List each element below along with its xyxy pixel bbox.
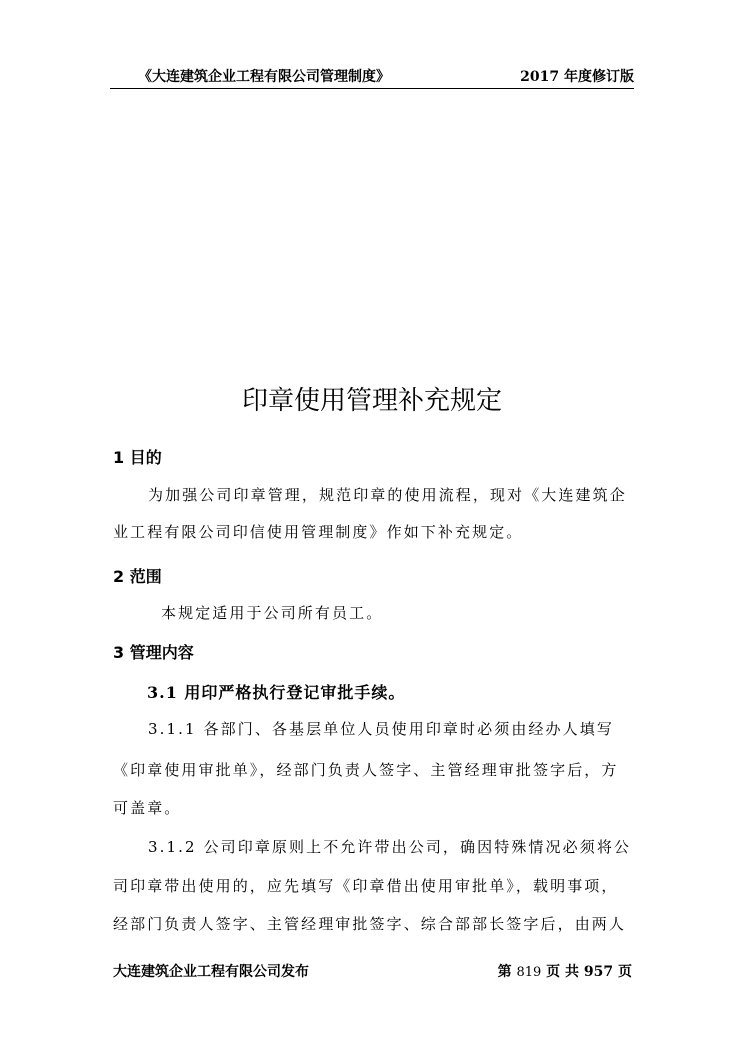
paragraph-line: 经部门负责人签字、主管经理审批签字、综合部部长签字后，由两人 (113, 915, 627, 933)
section-heading-purpose: 1 目的 (113, 448, 162, 467)
paragraph-line: 为加强公司印章管理，规范印章的使用流程，现对《大连建筑企 (148, 486, 627, 504)
paragraph-line: 3.1.1 各部门、各基层单位人员使用印章时必须由经办人填写 (148, 720, 614, 738)
header-edition: 2017 年度修订版 (520, 69, 634, 85)
header-divider (110, 88, 634, 89)
paragraph-line: 本规定适用于公司所有员工。 (161, 604, 384, 622)
footer-page-indicator (498, 961, 632, 981)
page-current: 819 (516, 965, 542, 980)
subsection-heading: 3.1 用印严格执行登记审批手续。 (147, 683, 406, 702)
page-suffix: 页 (618, 964, 632, 980)
document-title: 印章使用管理补充规定 (241, 386, 502, 416)
page-total: 957 (583, 964, 614, 980)
paragraph-line: 3.1.2 公司印章原则上不允许带出公司，确因特殊情况必须将公 (148, 838, 632, 856)
paragraph-line: 可盖章。 (113, 799, 182, 817)
footer-publisher: 大连建筑企业工程有限公司发布 (113, 964, 309, 980)
paragraph-line: 《印章使用审批单》，经部门负责人签字、主管经理审批签字后，方 (113, 761, 619, 779)
header-doc-series: 《大连建筑企业工程有限公司管理制度》 (138, 69, 390, 85)
page-prefix: 第 (497, 964, 512, 980)
section-heading-management: 3 管理内容 (113, 643, 194, 662)
paragraph-line: 业工程有限公司印信使用管理制度》作如下补充规定。 (113, 523, 524, 541)
section-heading-scope: 2 范围 (113, 567, 162, 586)
page-mid: 页 共 (546, 964, 580, 980)
paragraph-line: 司印章带出使用的，应先填写《印章借出使用审批单》，载明事项， (113, 877, 619, 895)
